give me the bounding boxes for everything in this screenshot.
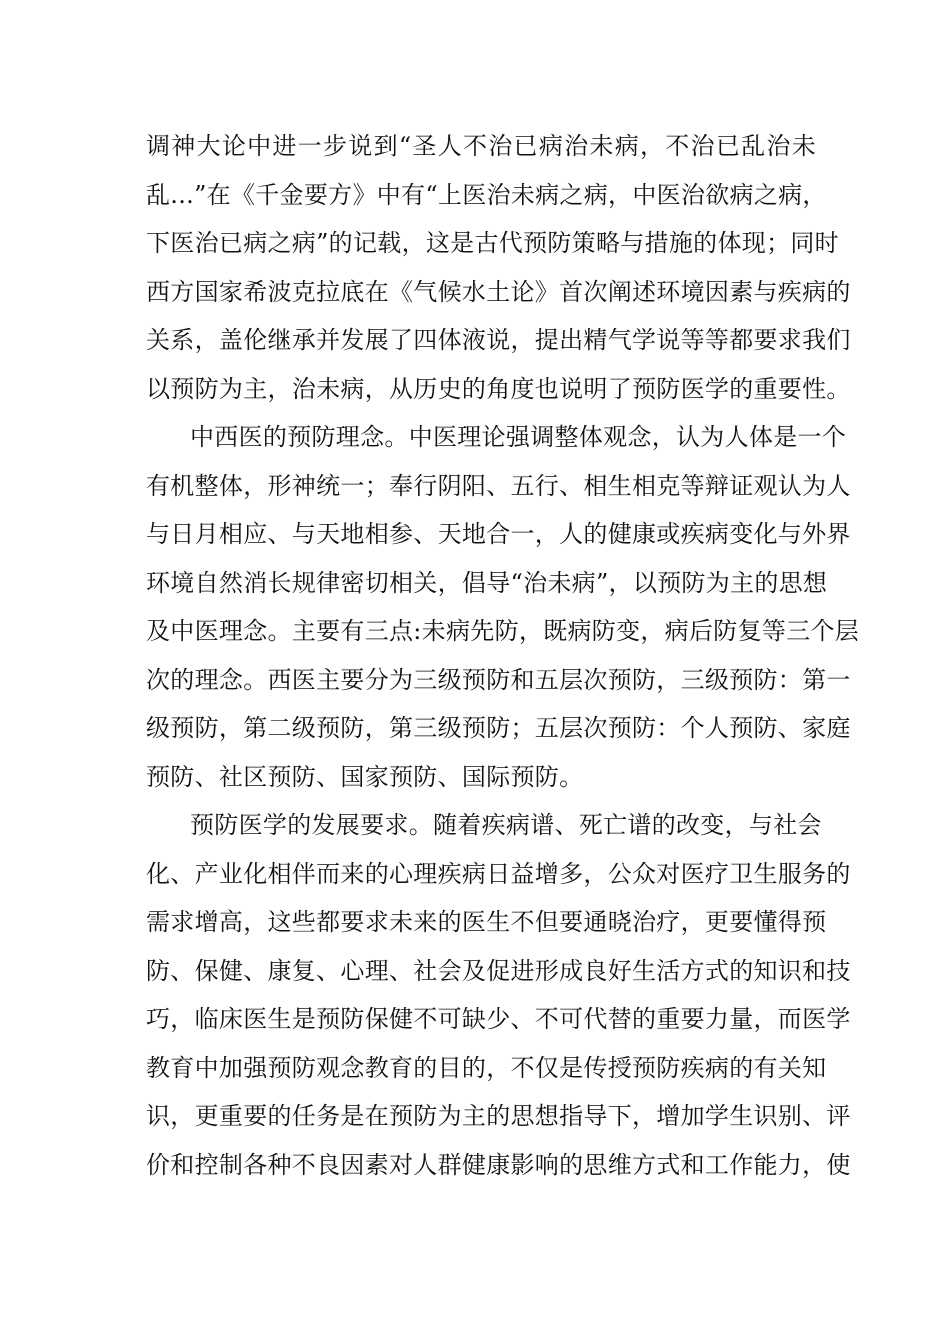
paragraph-first-line: 预防医学的发展要求。随着疾病谱、死亡谱的改变，与社会 — [190, 811, 822, 839]
text-line: 及中医理念。主要有三点:未病先防，既病防变，病后防复等三个层 — [146, 617, 860, 645]
text-line: 化、产业化相伴而来的心理疾病日益增多，公众对医疗卫生服务的 — [146, 859, 851, 888]
text-line: 需求增高，这些都要求未来的医生不但要通晓治疗，更要懂得预 — [146, 908, 827, 936]
text-line: 下医治已病之病”的记载，这是古代预防策略与措施的体现；同时 — [146, 229, 839, 257]
text-line: 价和控制各种不良因素对人群健康影响的思维方式和工作能力，使 — [146, 1150, 851, 1179]
paragraph-first-line: 中西医的预防理念。中医理论强调整体观念，认为人体是一个 — [190, 423, 847, 451]
text-line: 以预防为主，治未病，从历史的角度也说明了预防医学的重要性。 — [146, 374, 851, 403]
text-line: 预防、社区预防、国家预防、国际预防。 — [146, 762, 584, 791]
text-line: 调神大论中进一步说到“圣人不治已病治未病，不治已乱治未 — [146, 132, 816, 160]
text-line: 乱...”在《千金要方》中有“上医治未病之病，中医治欲病之病， — [146, 180, 827, 209]
text-line: 教育中加强预防观念教育的目的，不仅是传授预防疾病的有关知 — [146, 1053, 827, 1082]
text-line: 西方国家希波克拉底在《气候水土论》首次阐述环境因素与疾病的 — [146, 277, 851, 306]
body-text — [146, 122, 860, 1189]
text-line: 级预防，第二级预防，第三级预防；五层次预防：个人预防、家庭 — [146, 714, 851, 742]
text-line: 有机整体，形神统一；奉行阴阳、五行、相生相克等辩证观认为人 — [146, 471, 851, 500]
text-line: 关系，盖伦继承并发展了四体液说，提出精气学说等等都要求我们 — [146, 326, 851, 354]
text-line: 与日月相应、与天地相参、天地合一，人的健康或疾病变化与外界 — [146, 520, 851, 548]
text-line: 防、保健、康复、心理、社会及促进形成良好生活方式的知识和技 — [146, 956, 851, 985]
text-line: 识，更重要的任务是在预防为主的思想指导下，增加学生识别、评 — [146, 1102, 851, 1130]
text-line: 环境自然消长规律密切相关，倡导“治未病”，以预防为主的思想 — [146, 568, 828, 597]
text-line: 巧，临床医生是预防保健不可缺少、不可代替的重要力量，而医学 — [146, 1005, 851, 1033]
text-line: 次的理念。西医主要分为三级预防和五层次预防，三级预防：第一 — [146, 665, 851, 694]
